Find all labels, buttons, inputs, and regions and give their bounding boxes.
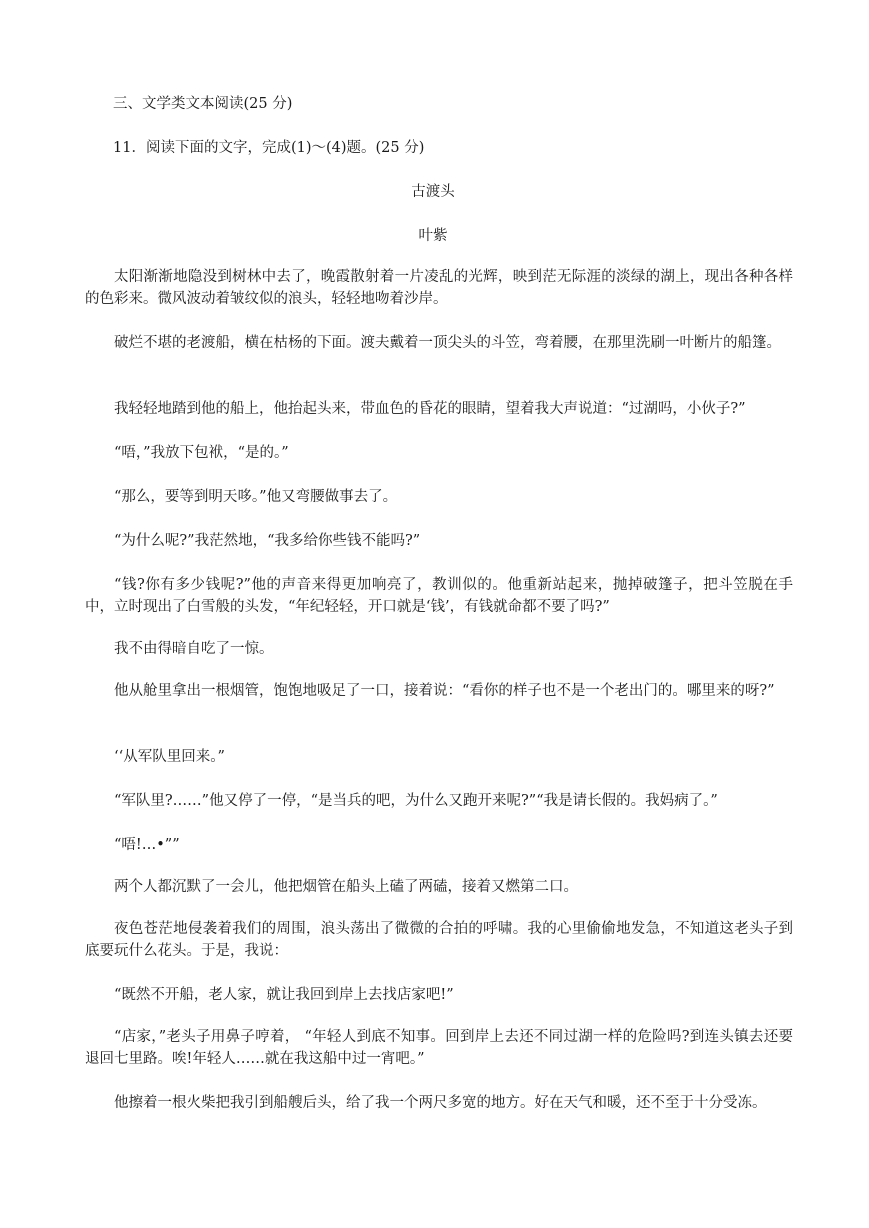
story-author: 叶紫: [418, 228, 448, 244]
paragraph: 夜色苍茫地侵袭着我们的周围，浪头荡出了微微的合拍的呼啸。我的心里偷偷地发急，不知道这老头子到底要玩什么花头。于是，我说：: [85, 921, 793, 959]
paragraph: 他从舱里拿出一根烟管，饱饱地吸足了一口，接着说：“看你的样子也不是一个老出门的。哪里来的呀?”: [114, 683, 775, 699]
paragraph: 我轻轻地踏到他的船上，他抬起头来，带血色的昏花的眼睛，望着我大声说道：“过湖吗，小伙子?”: [114, 401, 746, 417]
paragraph: “店家，”老头子用鼻子哼着， “年轻人到底不知事。回到岸上去还不同过湖一样的危险吗?到连头镇去还要退回七里路。唉!年轻人……就在我这船中过一宵吧。”: [85, 1029, 793, 1067]
paragraph: “既然不开船，老人家，就让我回到岸上去找店家吧!”: [114, 987, 454, 1003]
paragraph: “唔，”我放下包袱，“是的。”: [114, 445, 289, 461]
paragraph: “钱?你有多少钱呢?”他的声音来得更加响亮了，教训似的。他重新站起来，抛掉破篷子，把斗笠脱在手中，立时现出了白雪般的头发，“年纪轻轻，开口就是‘钱’，有钱就命都不要了吗?”: [85, 577, 793, 615]
paragraph: 我不由得暗自吃了一惊。: [114, 641, 274, 657]
paragraph: “为什么呢?”我茫然地，“我多给你些钱不能吗?”: [114, 533, 421, 549]
paragraph: “那么，要等到明天哆。”他又弯腰做事去了。: [114, 489, 398, 505]
section-heading: 三、文学类文本阅读(25 分): [113, 96, 293, 112]
paragraph: 太阳渐渐地隐没到树林中去了，晚霞散射着一片凌乱的光辉，映到茫无际涯的淡绿的湖上，现出各种各样的色彩来。微风波动着皱纹似的浪头，轻轻地吻着沙岸。: [85, 269, 793, 307]
question-prompt: 11．阅读下面的文字，完成(1)～(4)题。(25 分): [113, 140, 425, 156]
paragraph: 两个人都沉默了一会儿，他把烟管在船头上磕了两磕，接着又燃第二口。: [114, 879, 578, 895]
paragraph: “唔!…•””: [114, 837, 180, 853]
paragraph: 他擦着一根火柴把我引到船艘后头，给了我一个两尺多宽的地方。好在天气和暖，还不至于十分受冻。: [114, 1095, 767, 1111]
paragraph: 破烂不堪的老渡船，横在枯杨的下面。渡夫戴着一顶尖头的斗笠，弯着腰，在那里洗刷一叶断片的船篷。: [114, 335, 781, 351]
paragraph: ‘‘从军队里回来。”: [114, 749, 225, 765]
paragraph: “军队里?……”他又停了一停，“是当兵的吧，为什么又跑开来呢?”“我是请长假的。我妈病了。”: [114, 793, 718, 809]
story-title: 古渡头: [411, 184, 455, 200]
